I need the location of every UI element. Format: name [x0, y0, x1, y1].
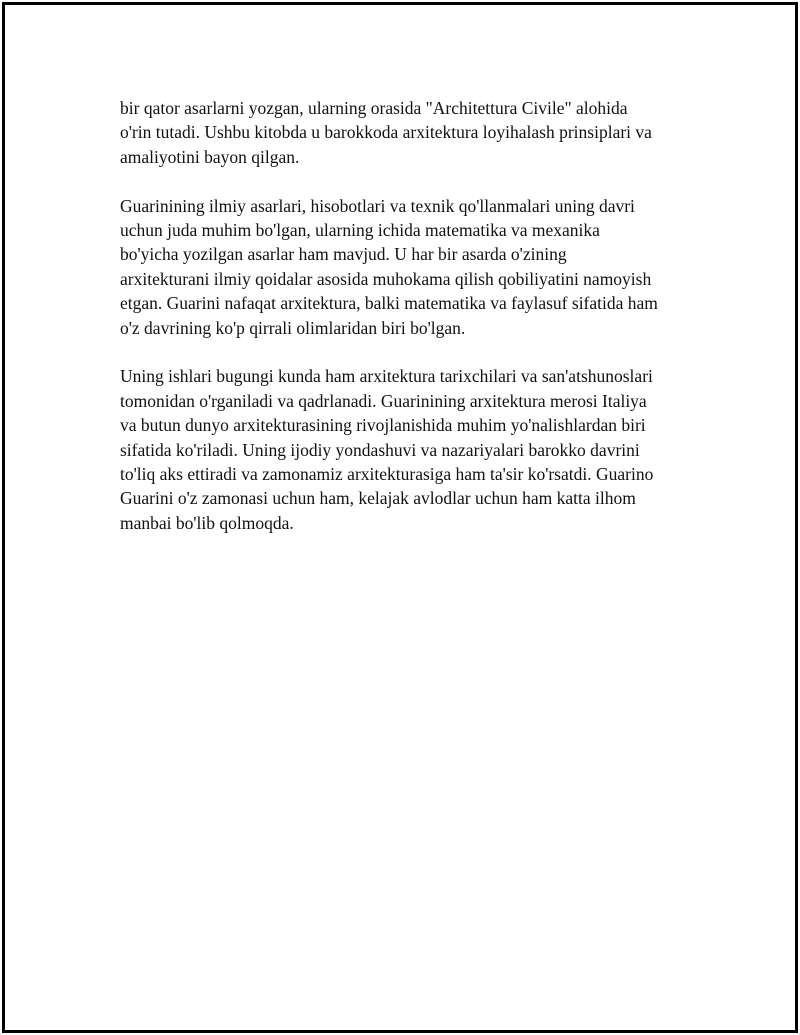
text-line: amaliyotini bayon qilgan. — [120, 146, 300, 167]
text-line: va butun dunyo arxitekturasining rivojlanishida muhim yo'nalishlardan biri — [120, 415, 646, 436]
paragraph-3 — [120, 364, 700, 535]
text-line: etgan. Guarini nafaqat arxitektura, balki matematika va faylasuf sifatida ham — [120, 293, 658, 314]
text-line: to'liq aks ettiradi va zamonamiz arxitekturasiga ham ta'sir ko'rsatdi. Guarino — [120, 464, 654, 485]
text-line: arxitekturani ilmiy qoidalar asosida muhokama qilish qobiliyatini namoyish — [120, 268, 652, 289]
text-line: Guarini o'z zamonasi uchun ham, kelajak avlodlar uchun ham katta ilhom — [120, 488, 636, 509]
text-line: Guarinining ilmiy asarlari, hisobotlari va texnik qo'llanmalari uning davri — [120, 195, 635, 216]
text-line: manbai bo'lib qolmoqda. — [120, 512, 294, 533]
paragraph-1 — [120, 96, 700, 169]
document-body — [120, 96, 700, 560]
paragraph-2 — [120, 194, 700, 340]
text-line: uchun juda muhim bo'lgan, ularning ichida matematika va mexanika — [120, 220, 600, 241]
text-line: bir qator asarlarni yozgan, ularning orasida "Architettura Civile" alohida — [120, 98, 628, 118]
text-line: sifatida ko'riladi. Uning ijodiy yondashuvi va nazariyalari barokko davrini — [120, 439, 640, 460]
document-page — [2, 2, 798, 1033]
text-line: Uning ishlari bugungi kunda ham arxitektura tarixchilari va san'atshunoslari — [120, 366, 653, 387]
text-line: o'z davrining ko'p qirrali olimlaridan biri bo'lgan. — [120, 317, 466, 338]
text-line: o'rin tutadi. Ushbu kitobda u barokkoda arxitektura loyihalash prinsiplari va — [120, 122, 652, 143]
text-line: bo'yicha yozilgan asarlar ham mavjud. U har bir asarda o'zining — [120, 244, 567, 265]
text-line: tomonidan o'rganiladi va qadrlanadi. Guarinining arxitektura merosi Italiya — [120, 390, 647, 411]
